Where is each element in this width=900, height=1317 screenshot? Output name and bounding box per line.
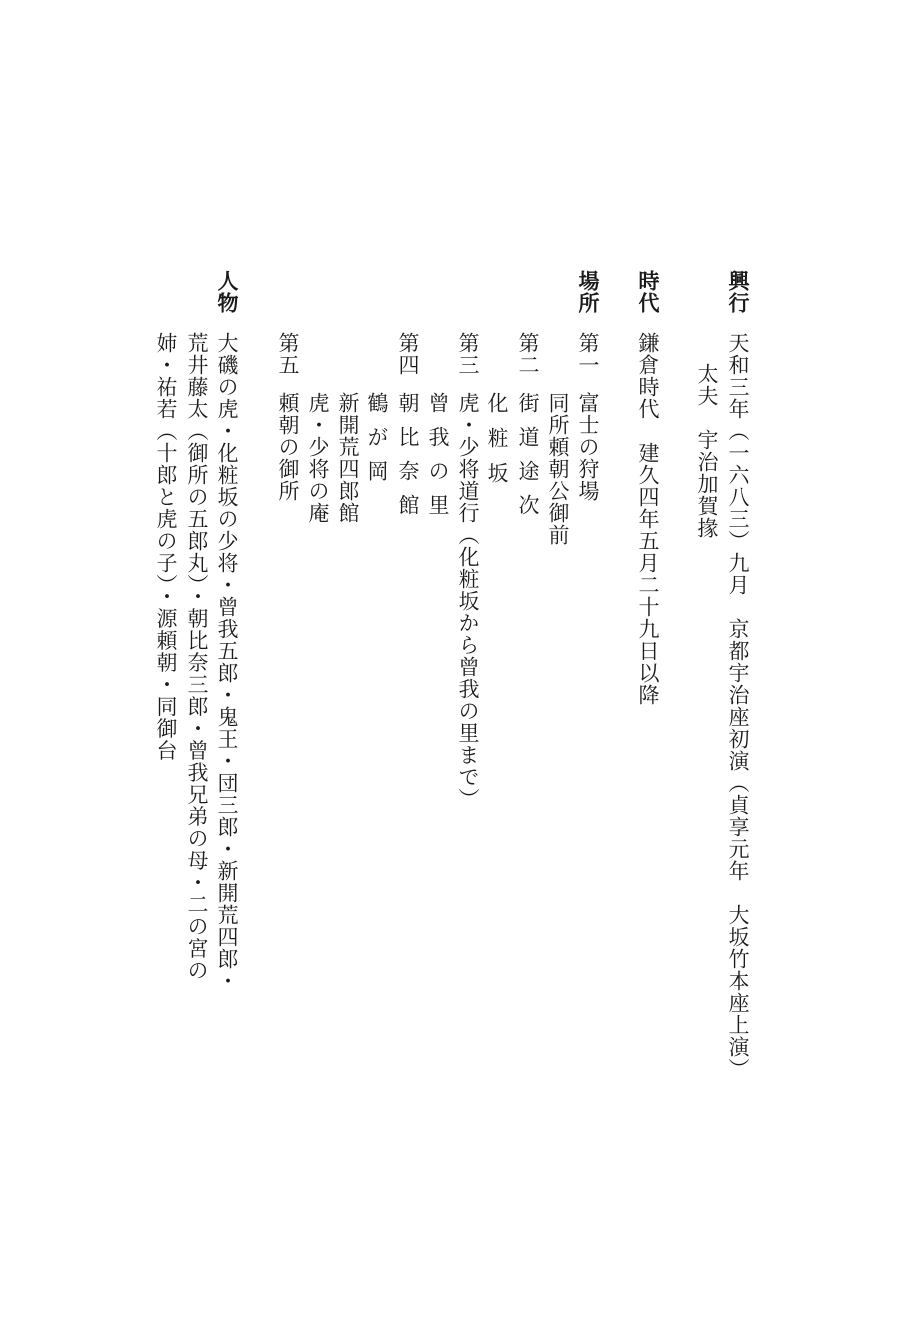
jinbutsu-heading: 人物 <box>215 270 239 314</box>
jinbutsu-line3: 姉・祐若（十郎と虎の子）・源頼朝・同御台 <box>154 332 178 762</box>
dan4-sub1: 朝比奈館 <box>396 392 420 528</box>
dan5-sub1: 頼朝の御所 <box>276 392 300 502</box>
jinbutsu-line2: 荒井藤太（御所の五郎丸）・朝比奈三郎・曾我兄弟の母・二の宮の <box>185 332 209 982</box>
dan1-sub2: 同所頼朝公御前 <box>546 392 570 546</box>
dan4-label: 第四 <box>396 332 420 376</box>
dan3-sub2: 曾我の里 <box>426 392 450 528</box>
dan2-label: 第二 <box>516 332 540 376</box>
dan1-sub1: 富士の狩場 <box>576 392 600 502</box>
kogyo-line2: 太夫 宇治加賀掾 <box>695 363 719 539</box>
dan2-sub1: 街道途次 <box>516 392 540 528</box>
basho-heading: 場所 <box>576 270 600 314</box>
dan1-label: 第一 <box>576 332 600 376</box>
jidai-heading: 時代 <box>636 270 660 314</box>
dan2-sub2: 化粧坂 <box>485 392 509 497</box>
dan5-label: 第五 <box>276 332 300 376</box>
kogyo-heading: 興行 <box>726 270 750 314</box>
dan3-label: 第三 <box>456 332 480 376</box>
jidai-line1: 鎌倉時代 建久四年五月二十九日以降 <box>636 332 660 706</box>
kogyo-line1: 天和三年（一六八三）九月 京都宇治座初演（貞享元年 大坂竹本座上演） <box>726 332 750 1080</box>
dan4-sub3: 新開荒四郎館 <box>336 392 360 524</box>
jinbutsu-line1: 大磯の虎・化粧坂の少将・曾我五郎・鬼王・団三郎・新開荒四郎・ <box>215 332 239 992</box>
dan4-sub4: 虎・少将の庵 <box>306 392 330 524</box>
dan3-sub1: 虎・少将道行（化粧坂から曾我の里まで） <box>456 392 480 810</box>
dan4-sub2: 鶴が岡 <box>365 392 389 494</box>
